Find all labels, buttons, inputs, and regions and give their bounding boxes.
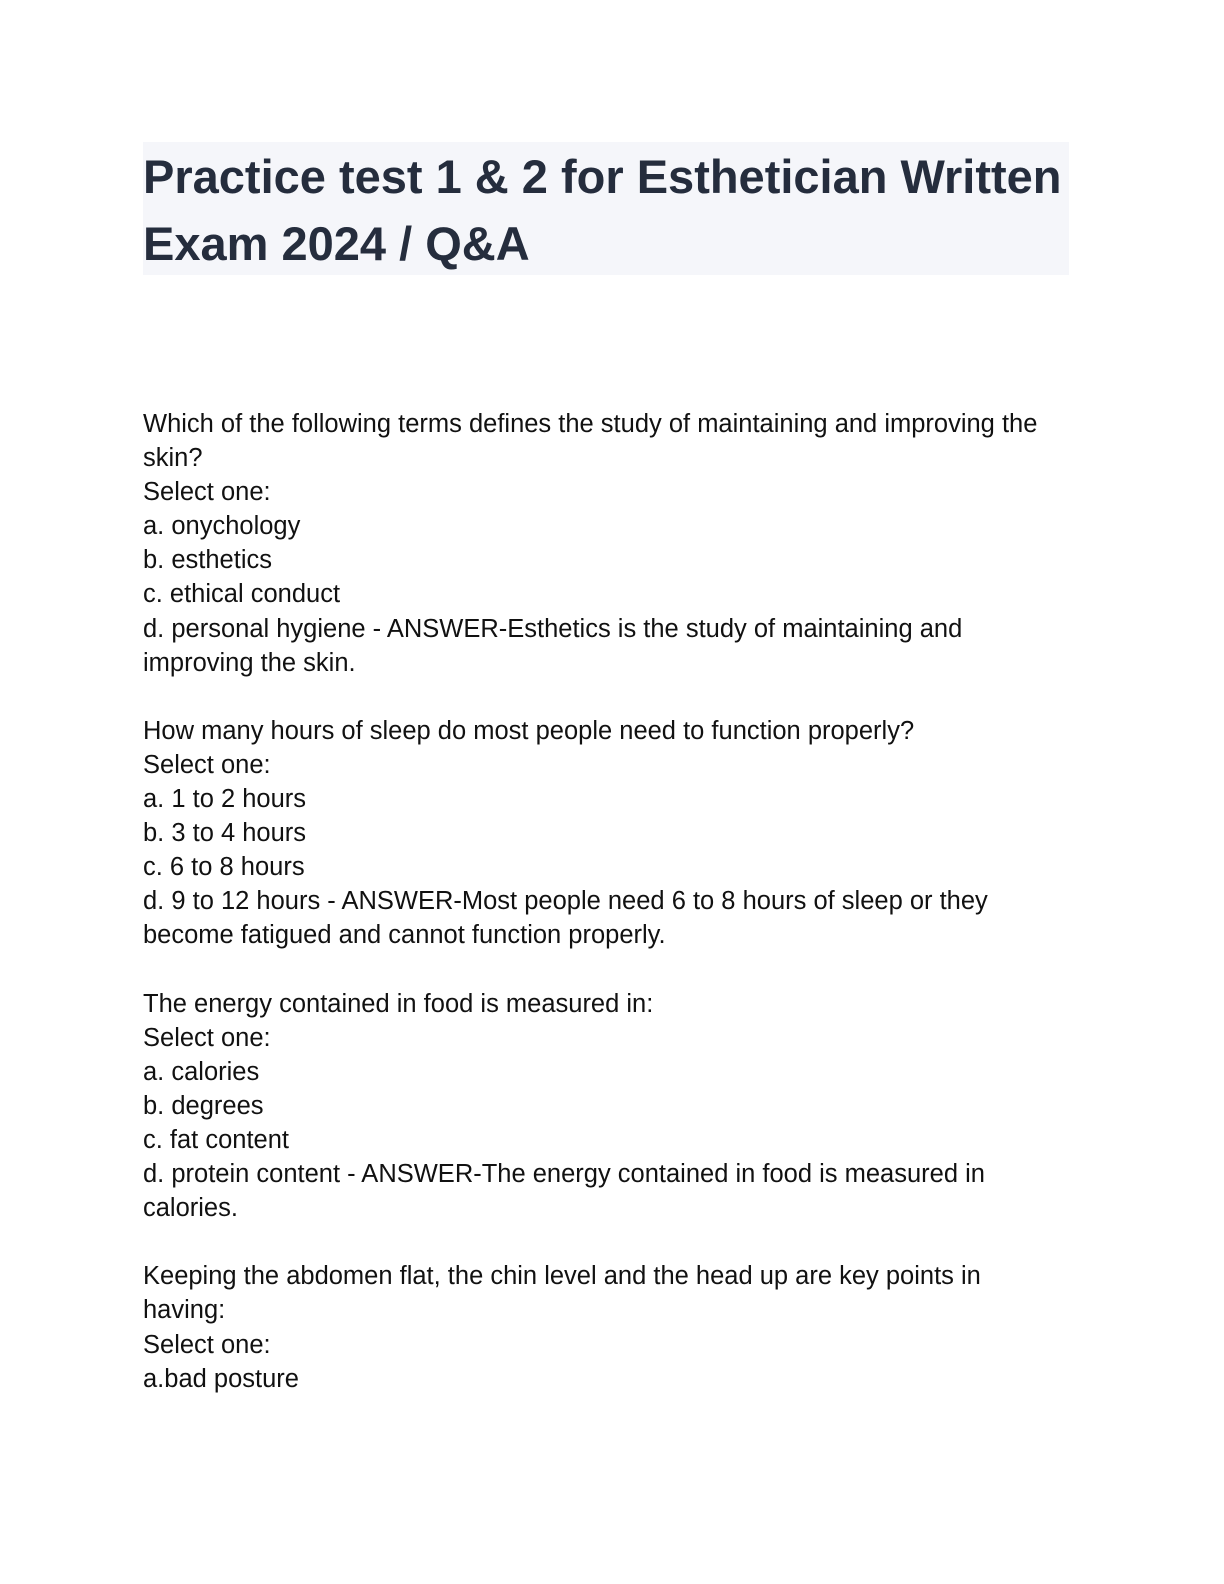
option-b: b. esthetics xyxy=(143,546,272,575)
select-one-label: Select one: xyxy=(143,478,271,507)
question-list xyxy=(143,407,1063,1430)
page-title: Practice test 1 & 2 for Esthetician Written Exam 2024 / Q&A xyxy=(143,150,1062,270)
option-d-with-answer: d. 9 to 12 hours - ANSWER-Most people need 6 to 8 hours of sleep or they become fatigued and cannot function properly. xyxy=(143,887,988,950)
option-b: b. degrees xyxy=(143,1091,264,1120)
option-a: a. calories xyxy=(143,1057,260,1086)
option-b: b. 3 to 4 hours xyxy=(143,819,307,848)
select-one-label: Select one: xyxy=(143,1330,271,1359)
option-a: a.bad posture xyxy=(143,1364,299,1393)
title-banner xyxy=(143,142,1069,275)
question-prompt: The energy contained in food is measured in: xyxy=(143,989,654,1018)
question-prompt: Which of the following terms defines the study of maintaining and improving the skin? xyxy=(143,410,1038,473)
option-d-with-answer: d. protein content - ANSWER-The energy contained in food is measured in calories. xyxy=(143,1160,985,1223)
option-d-with-answer: d. personal hygiene - ANSWER-Esthetics is the study of maintaining and improving the skin. xyxy=(143,614,963,677)
select-one-label: Select one: xyxy=(143,1023,271,1052)
question-3 xyxy=(143,987,1063,1226)
question-prompt: How many hours of sleep do most people need to function properly? xyxy=(143,716,915,745)
question-2 xyxy=(143,714,1063,953)
option-a: a. onychology xyxy=(143,512,301,541)
question-1 xyxy=(143,407,1063,680)
option-c: c. 6 to 8 hours xyxy=(143,853,305,882)
question-prompt: Keeping the abdomen flat, the chin level and the head up are key points in having: xyxy=(143,1262,981,1325)
question-4 xyxy=(143,1259,1063,1395)
option-c: c. ethical conduct xyxy=(143,580,341,609)
option-c: c. fat content xyxy=(143,1125,290,1154)
option-a: a. 1 to 2 hours xyxy=(143,785,307,814)
select-one-label: Select one: xyxy=(143,750,271,779)
